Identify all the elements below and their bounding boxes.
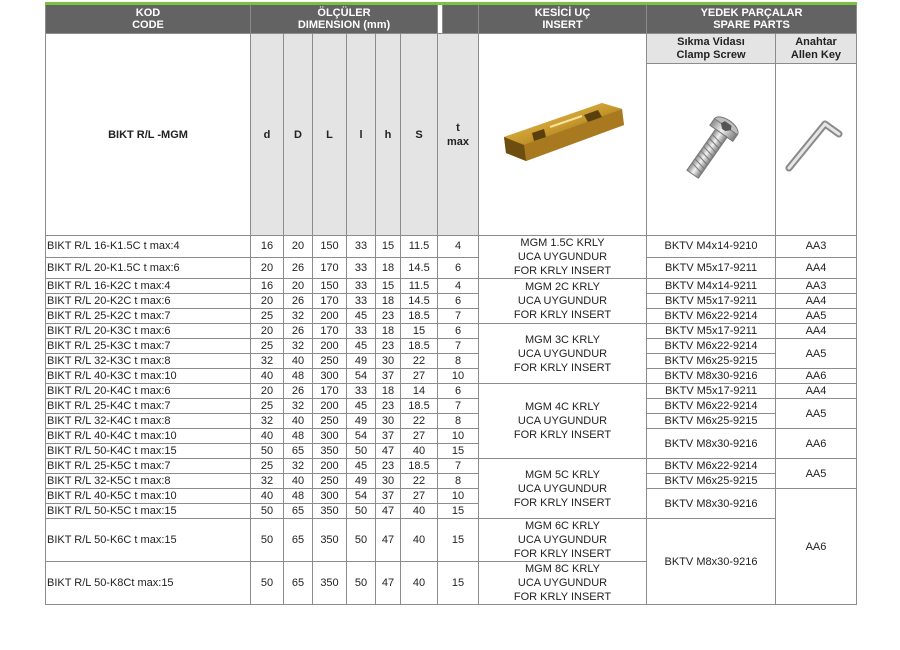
insert-cell: MGM 5C KRLY UCA UYGUNDUR FOR KRLY INSERT bbox=[479, 459, 647, 519]
h-cell: 23 bbox=[376, 309, 401, 324]
table-row bbox=[46, 279, 857, 294]
L-cell: 150 bbox=[313, 236, 347, 258]
h-cell: 18 bbox=[376, 324, 401, 339]
d-cell: 32 bbox=[251, 474, 284, 489]
D-cell: 48 bbox=[284, 369, 313, 384]
code-cell: BIKT R/L 50-K4C t max:15 bbox=[46, 444, 251, 459]
d-cell: 32 bbox=[251, 414, 284, 429]
d-cell: 50 bbox=[251, 444, 284, 459]
key-cell: AA6 bbox=[776, 489, 857, 605]
L-cell: 250 bbox=[313, 354, 347, 369]
code-cell: BIKT R/L 32-K5C t max:8 bbox=[46, 474, 251, 489]
t-cell: 8 bbox=[438, 354, 479, 369]
h-cell: 30 bbox=[376, 474, 401, 489]
h-cell: 30 bbox=[376, 414, 401, 429]
col-tmax: t max bbox=[438, 34, 479, 236]
S-cell: 15 bbox=[401, 324, 438, 339]
L-cell: 300 bbox=[313, 489, 347, 504]
screw-cell: BKTV M6x22-9214 bbox=[647, 399, 776, 414]
key-cell: AA5 bbox=[776, 309, 857, 324]
D-cell: 65 bbox=[284, 562, 313, 605]
code-cell: BIKT R/L 25-K3C t max:7 bbox=[46, 339, 251, 354]
h-cell: 47 bbox=[376, 504, 401, 519]
l-cell: 33 bbox=[347, 236, 376, 258]
t-cell: 4 bbox=[438, 279, 479, 294]
code-cell: BIKT R/L 25-K2C t max:7 bbox=[46, 309, 251, 324]
h-cell: 15 bbox=[376, 236, 401, 258]
l-cell: 45 bbox=[347, 459, 376, 474]
clamp-screw-image bbox=[671, 108, 751, 188]
data-rows bbox=[46, 236, 857, 605]
L-cell: 170 bbox=[313, 324, 347, 339]
l-cell: 33 bbox=[347, 384, 376, 399]
h-cell: 47 bbox=[376, 444, 401, 459]
code-cell: BIKT R/L 50-K6C t max:15 bbox=[46, 519, 251, 562]
D-cell: 65 bbox=[284, 504, 313, 519]
L-cell: 250 bbox=[313, 474, 347, 489]
D-cell: 65 bbox=[284, 519, 313, 562]
h-cell: 18 bbox=[376, 384, 401, 399]
screw-cell: BKTV M8x30-9216 bbox=[647, 519, 776, 605]
insert-cell: MGM 3C KRLY UCA UYGUNDUR FOR KRLY INSERT bbox=[479, 324, 647, 384]
h-cell: 30 bbox=[376, 354, 401, 369]
D-cell: 20 bbox=[284, 236, 313, 258]
l-cell: 54 bbox=[347, 429, 376, 444]
S-cell: 18.5 bbox=[401, 309, 438, 324]
S-cell: 14.5 bbox=[401, 294, 438, 309]
t-cell: 15 bbox=[438, 504, 479, 519]
l-cell: 49 bbox=[347, 474, 376, 489]
S-cell: 22 bbox=[401, 474, 438, 489]
screw-cell: BKTV M6x25-9215 bbox=[647, 474, 776, 489]
L-cell: 170 bbox=[313, 257, 347, 279]
S-cell: 11.5 bbox=[401, 279, 438, 294]
screw-subheader: Sıkma Vidası Clamp Screw bbox=[647, 34, 776, 64]
l-cell: 33 bbox=[347, 279, 376, 294]
table-row bbox=[46, 324, 857, 339]
code-cell: BIKT R/L 16-K1.5C t max:4 bbox=[46, 236, 251, 258]
t-cell: 10 bbox=[438, 369, 479, 384]
insert-image-cell bbox=[479, 34, 647, 236]
d-cell: 25 bbox=[251, 399, 284, 414]
key-cell: AA6 bbox=[776, 429, 857, 459]
l-cell: 33 bbox=[347, 257, 376, 279]
code-cell: BIKT R/L 40-K3C t max:10 bbox=[46, 369, 251, 384]
h-cell: 18 bbox=[376, 257, 401, 279]
D-cell: 26 bbox=[284, 294, 313, 309]
tmax-header-blank bbox=[443, 4, 479, 34]
d-cell: 16 bbox=[251, 279, 284, 294]
t-cell: 7 bbox=[438, 309, 479, 324]
screw-image-cell bbox=[647, 64, 776, 236]
D-cell: 65 bbox=[284, 444, 313, 459]
S-cell: 14 bbox=[401, 384, 438, 399]
l-cell: 50 bbox=[347, 519, 376, 562]
table-row bbox=[46, 429, 857, 444]
l-cell: 45 bbox=[347, 309, 376, 324]
t-cell: 7 bbox=[438, 339, 479, 354]
S-cell: 22 bbox=[401, 354, 438, 369]
L-cell: 200 bbox=[313, 309, 347, 324]
table-row bbox=[46, 369, 857, 384]
d-cell: 20 bbox=[251, 324, 284, 339]
col-S: S bbox=[401, 34, 438, 236]
S-cell: 40 bbox=[401, 562, 438, 605]
t-cell: 6 bbox=[438, 294, 479, 309]
code-cell: BIKT R/L 20-K3C t max:6 bbox=[46, 324, 251, 339]
L-cell: 170 bbox=[313, 384, 347, 399]
code-cell: BIKT R/L 32-K3C t max:8 bbox=[46, 354, 251, 369]
d-cell: 20 bbox=[251, 294, 284, 309]
S-cell: 27 bbox=[401, 489, 438, 504]
t-cell: 15 bbox=[438, 519, 479, 562]
l-cell: 54 bbox=[347, 489, 376, 504]
d-cell: 25 bbox=[251, 339, 284, 354]
screw-cell: BKTV M6x22-9214 bbox=[647, 309, 776, 324]
t-cell: 6 bbox=[438, 257, 479, 279]
code-cell: BIKT R/L 20-K1.5C t max:6 bbox=[46, 257, 251, 279]
D-cell: 32 bbox=[284, 309, 313, 324]
d-cell: 25 bbox=[251, 309, 284, 324]
screw-cell: BKTV M8x30-9216 bbox=[647, 429, 776, 459]
screw-cell: BKTV M6x25-9215 bbox=[647, 414, 776, 429]
D-cell: 40 bbox=[284, 354, 313, 369]
table-row bbox=[46, 459, 857, 474]
table-row bbox=[46, 257, 857, 279]
L-cell: 200 bbox=[313, 399, 347, 414]
key-subheader: Anahtar Allen Key bbox=[776, 34, 857, 64]
L-cell: 200 bbox=[313, 339, 347, 354]
code-cell: BIKT R/L 40-K5C t max:10 bbox=[46, 489, 251, 504]
d-cell: 40 bbox=[251, 369, 284, 384]
code-header: KOD CODE bbox=[46, 4, 251, 34]
l-cell: 49 bbox=[347, 414, 376, 429]
D-cell: 26 bbox=[284, 257, 313, 279]
t-cell: 6 bbox=[438, 384, 479, 399]
code-cell: BIKT R/L 20-K4C t max:6 bbox=[46, 384, 251, 399]
d-cell: 40 bbox=[251, 489, 284, 504]
t-cell: 15 bbox=[438, 562, 479, 605]
table-row bbox=[46, 354, 857, 369]
h-cell: 37 bbox=[376, 489, 401, 504]
S-cell: 18.5 bbox=[401, 399, 438, 414]
insert-header: KESİCİ UÇ INSERT bbox=[479, 4, 647, 34]
key-cell: AA5 bbox=[776, 399, 857, 429]
t-cell: 4 bbox=[438, 236, 479, 258]
t-cell: 10 bbox=[438, 429, 479, 444]
L-cell: 350 bbox=[313, 504, 347, 519]
t-cell: 15 bbox=[438, 444, 479, 459]
code-cell: BIKT R/L 20-K2C t max:6 bbox=[46, 294, 251, 309]
D-cell: 20 bbox=[284, 279, 313, 294]
col-L: L bbox=[313, 34, 347, 236]
table-row bbox=[46, 399, 857, 414]
table-row bbox=[46, 236, 857, 258]
L-cell: 150 bbox=[313, 279, 347, 294]
h-cell: 47 bbox=[376, 562, 401, 605]
grooving-insert-image bbox=[498, 95, 628, 175]
L-cell: 170 bbox=[313, 294, 347, 309]
S-cell: 40 bbox=[401, 519, 438, 562]
key-cell: AA3 bbox=[776, 236, 857, 258]
screw-cell: BKTV M6x22-9214 bbox=[647, 339, 776, 354]
h-cell: 37 bbox=[376, 429, 401, 444]
key-cell: AA3 bbox=[776, 279, 857, 294]
t-cell: 7 bbox=[438, 459, 479, 474]
key-cell: AA4 bbox=[776, 384, 857, 399]
S-cell: 40 bbox=[401, 444, 438, 459]
series-label: BIKT R/L -MGM bbox=[46, 34, 251, 236]
col-D: D bbox=[284, 34, 313, 236]
key-cell: AA5 bbox=[776, 339, 857, 369]
d-cell: 32 bbox=[251, 354, 284, 369]
h-cell: 15 bbox=[376, 279, 401, 294]
table-row bbox=[46, 294, 857, 309]
S-cell: 22 bbox=[401, 414, 438, 429]
code-cell: BIKT R/L 50-K5C t max:15 bbox=[46, 504, 251, 519]
insert-cell: MGM 4C KRLY UCA UYGUNDUR FOR KRLY INSERT bbox=[479, 384, 647, 459]
code-cell: BIKT R/L 16-K2C t max:4 bbox=[46, 279, 251, 294]
D-cell: 32 bbox=[284, 399, 313, 414]
D-cell: 48 bbox=[284, 489, 313, 504]
insert-cell: MGM 2C KRLY UCA UYGUNDUR FOR KRLY INSERT bbox=[479, 279, 647, 324]
t-cell: 10 bbox=[438, 489, 479, 504]
insert-cell: MGM 8C KRLY UCA UYGUNDUR FOR KRLY INSERT bbox=[479, 562, 647, 605]
col-d: d bbox=[251, 34, 284, 236]
D-cell: 26 bbox=[284, 324, 313, 339]
insert-cell: MGM 6C KRLY UCA UYGUNDUR FOR KRLY INSERT bbox=[479, 519, 647, 562]
h-cell: 18 bbox=[376, 294, 401, 309]
key-cell: AA6 bbox=[776, 369, 857, 384]
spare-parts-header: YEDEK PARÇALAR SPARE PARTS bbox=[647, 4, 857, 34]
screw-cell: BKTV M5x17-9211 bbox=[647, 257, 776, 279]
screw-cell: BKTV M5x17-9211 bbox=[647, 384, 776, 399]
code-cell: BIKT R/L 32-K4C t max:8 bbox=[46, 414, 251, 429]
screw-cell: BKTV M8x30-9216 bbox=[647, 369, 776, 384]
table-row bbox=[46, 309, 857, 324]
S-cell: 18.5 bbox=[401, 459, 438, 474]
h-cell: 37 bbox=[376, 369, 401, 384]
code-cell: BIKT R/L 25-K5C t max:7 bbox=[46, 459, 251, 474]
table-row bbox=[46, 474, 857, 489]
key-cell: AA4 bbox=[776, 324, 857, 339]
h-cell: 47 bbox=[376, 519, 401, 562]
key-cell: AA4 bbox=[776, 294, 857, 309]
screw-cell: BKTV M5x17-9211 bbox=[647, 324, 776, 339]
L-cell: 300 bbox=[313, 429, 347, 444]
d-cell: 50 bbox=[251, 562, 284, 605]
key-cell: AA5 bbox=[776, 459, 857, 489]
t-cell: 6 bbox=[438, 324, 479, 339]
d-cell: 20 bbox=[251, 257, 284, 279]
code-cell: BIKT R/L 40-K4C t max:10 bbox=[46, 429, 251, 444]
l-cell: 54 bbox=[347, 369, 376, 384]
L-cell: 350 bbox=[313, 444, 347, 459]
l-cell: 33 bbox=[347, 294, 376, 309]
D-cell: 32 bbox=[284, 459, 313, 474]
d-cell: 50 bbox=[251, 519, 284, 562]
screw-cell: BKTV M6x25-9215 bbox=[647, 354, 776, 369]
col-h: h bbox=[376, 34, 401, 236]
key-cell: AA4 bbox=[776, 257, 857, 279]
S-cell: 27 bbox=[401, 429, 438, 444]
l-cell: 45 bbox=[347, 399, 376, 414]
h-cell: 23 bbox=[376, 399, 401, 414]
screw-cell: BKTV M5x17-9211 bbox=[647, 294, 776, 309]
allen-key-image bbox=[781, 108, 851, 188]
l-cell: 50 bbox=[347, 562, 376, 605]
h-cell: 23 bbox=[376, 459, 401, 474]
screw-cell: BKTV M4x14-9210 bbox=[647, 236, 776, 258]
S-cell: 27 bbox=[401, 369, 438, 384]
h-cell: 23 bbox=[376, 339, 401, 354]
d-cell: 50 bbox=[251, 504, 284, 519]
D-cell: 40 bbox=[284, 414, 313, 429]
l-cell: 49 bbox=[347, 354, 376, 369]
dimension-header: ÖLÇÜLER DIMENSION (mm) bbox=[251, 4, 438, 34]
L-cell: 250 bbox=[313, 414, 347, 429]
key-image-cell bbox=[776, 64, 857, 236]
screw-cell: BKTV M6x22-9214 bbox=[647, 459, 776, 474]
table-row bbox=[46, 414, 857, 429]
col-l: l bbox=[347, 34, 376, 236]
S-cell: 14.5 bbox=[401, 257, 438, 279]
S-cell: 11.5 bbox=[401, 236, 438, 258]
table-row bbox=[46, 489, 857, 504]
D-cell: 32 bbox=[284, 339, 313, 354]
D-cell: 40 bbox=[284, 474, 313, 489]
tool-spec-table bbox=[45, 2, 857, 605]
t-cell: 8 bbox=[438, 474, 479, 489]
L-cell: 300 bbox=[313, 369, 347, 384]
table-row bbox=[46, 339, 857, 354]
t-cell: 7 bbox=[438, 399, 479, 414]
l-cell: 50 bbox=[347, 504, 376, 519]
S-cell: 18.5 bbox=[401, 339, 438, 354]
l-cell: 50 bbox=[347, 444, 376, 459]
L-cell: 350 bbox=[313, 562, 347, 605]
d-cell: 20 bbox=[251, 384, 284, 399]
table-row bbox=[46, 384, 857, 399]
code-cell: BIKT R/L 50-K8Ct max:15 bbox=[46, 562, 251, 605]
L-cell: 350 bbox=[313, 519, 347, 562]
insert-cell: MGM 1.5C KRLY UCA UYGUNDUR FOR KRLY INSERT bbox=[479, 236, 647, 279]
l-cell: 45 bbox=[347, 339, 376, 354]
d-cell: 40 bbox=[251, 429, 284, 444]
code-cell: BIKT R/L 25-K4C t max:7 bbox=[46, 399, 251, 414]
D-cell: 48 bbox=[284, 429, 313, 444]
d-cell: 16 bbox=[251, 236, 284, 258]
l-cell: 33 bbox=[347, 324, 376, 339]
L-cell: 200 bbox=[313, 459, 347, 474]
screw-cell: BKTV M8x30-9216 bbox=[647, 489, 776, 519]
S-cell: 40 bbox=[401, 504, 438, 519]
table-row bbox=[46, 519, 857, 562]
d-cell: 25 bbox=[251, 459, 284, 474]
D-cell: 26 bbox=[284, 384, 313, 399]
screw-cell: BKTV M4x14-9211 bbox=[647, 279, 776, 294]
t-cell: 8 bbox=[438, 414, 479, 429]
